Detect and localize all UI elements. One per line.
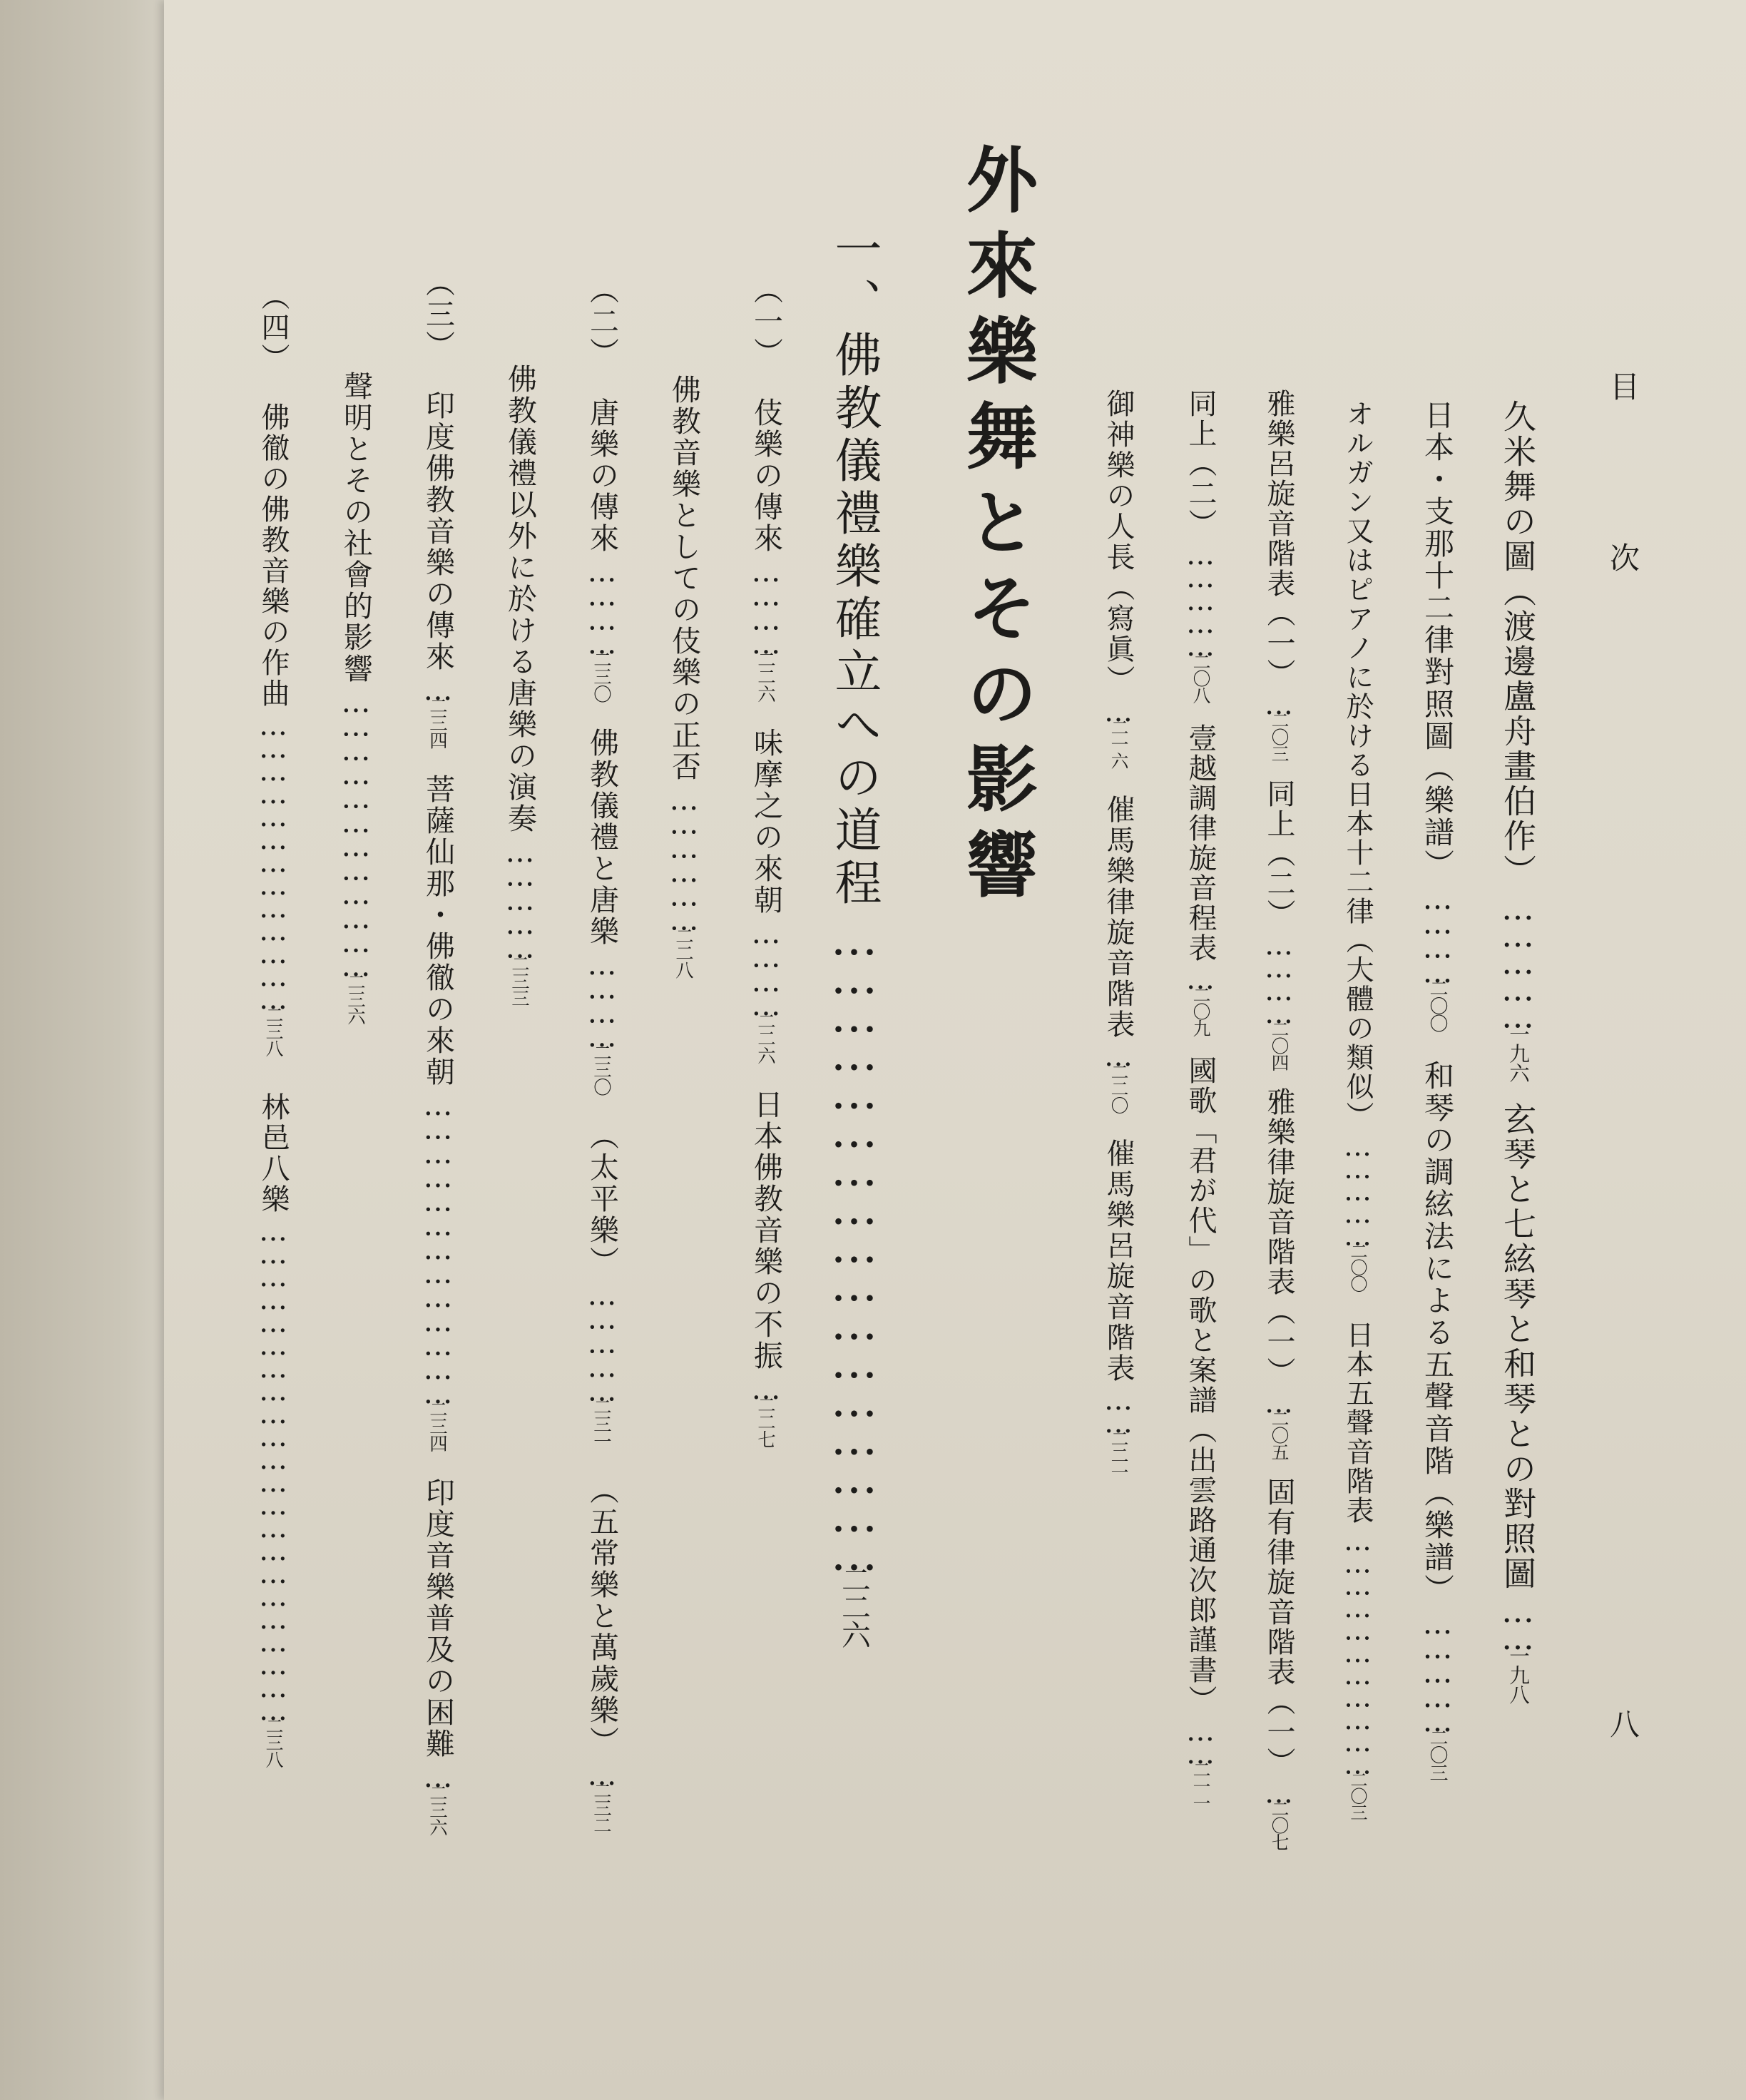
header-mokuji-1: 目 [1605,371,1640,401]
toc-column-2 [1416,399,1459,1781]
toc-entry[interactable]: 雅樂律旋音階表（一）…二〇五 [1262,1087,1295,1461]
chapter-dots: …………………………………………… [827,911,882,1565]
toc-column-13 [253,282,294,1767]
toc-entry[interactable]: 同上（二）……………二〇八 [1184,389,1217,703]
toc-entry[interactable]: 催馬樂律旋音階表…二二〇 [1102,794,1135,1113]
toc-entry[interactable]: 印度佛教音樂の傳來…二三四 [421,390,455,749]
toc-entry[interactable]: 味摩之の來朝…………二二六 [749,728,783,1064]
toc-entry[interactable]: 佛教儀禮以外に於ける唐樂の演奏……………二三三 [503,364,537,1006]
background-desk [0,0,178,2100]
subsection-number: （二） [585,275,619,369]
toc-column-12 [335,371,377,1024]
page-number: 八 [1605,1708,1640,1738]
toc-entry[interactable]: 壹越調律旋音程表…二〇九 [1184,723,1217,1036]
header-mokuji-2: 次 [1605,542,1640,572]
toc-entry[interactable]: 固有律旋音階表（一）…二〇七 [1262,1477,1295,1850]
toc-column-9 [581,275,623,1833]
toc-entry[interactable]: 久米舞の圖（渡邊盧舟畫伯作）……………一九六 [1499,399,1537,1082]
toc-column-11 [417,267,459,1835]
section-title: 外來樂舞とその影響 [954,143,1038,913]
toc-entry[interactable]: 日本・支那十二律對照圖（樂譜）…………二〇〇 [1420,399,1455,1032]
toc-entry[interactable]: （太平樂）……………二三一 [585,1121,619,1449]
toc-entry[interactable]: 同上（二）…………二〇四 [1262,778,1295,1071]
toc-entry[interactable]: 日本五聲音階表……………………………二〇三 [1342,1320,1374,1820]
subsection-number: （四） [257,282,290,374]
chapter-heading[interactable] [820,225,888,1648]
toc-entry[interactable]: 佛徹の佛教音樂の作曲…………………………………二三八 [257,402,290,1056]
toc-entry[interactable]: 林邑八樂…………………………………………………………二三八 [257,1091,290,1768]
toc-column-4 [1259,389,1300,1850]
toc-entry[interactable]: オルガン又はピアノに於ける日本十二律（大體の類似）……………二〇〇 [1342,399,1374,1292]
toc-entry[interactable]: 印度音樂普及の困難…二三六 [421,1477,455,1836]
toc-column-5 [1180,389,1221,1811]
toc-entry[interactable]: 御神樂の人長（寫眞）…二一六 [1102,389,1135,769]
toc-column-8 [663,374,705,978]
toc-column-6 [1098,389,1139,1480]
toc-entry[interactable]: 菩薩仙那・佛徹の來朝…………………………………二三四 [421,774,455,1452]
chapter-page: 二二六 [837,1564,871,1648]
toc-entry[interactable]: 雅樂呂旋音階表（一）…二〇三 [1262,389,1295,762]
toc-column-1 [1494,399,1541,1703]
toc-entry[interactable]: 催馬樂呂旋音階表……二二一 [1102,1138,1135,1481]
toc-entry[interactable]: 玄琴と七絃琴と和琴との對照圖……一九八 [1499,1101,1537,1703]
toc-entry[interactable]: 國歌「君が代」の歌と案譜（出雲路通次郎謹書）……二一一 [1184,1056,1217,1812]
subsection-number: （三） [421,267,455,362]
toc-entry[interactable]: 和琴の調絃法による五聲音階（樂譜）……………二〇三 [1420,1060,1455,1782]
toc-entry[interactable]: 聲明とその社會的影響………………………………二三六 [339,371,373,1025]
toc-column-7 [745,275,787,1447]
toc-column-3 [1337,399,1377,1820]
chapter-title: 一、佛教儀禮樂確立への道程 [827,225,882,911]
toc-column-10 [499,364,541,1006]
toc-entry[interactable]: 日本佛教音樂の不振…二二七 [749,1089,783,1448]
toc-entry[interactable]: 唐樂の傳來…………二三〇 [585,397,619,703]
toc-entry[interactable]: 伎樂の傳來…………二二六 [749,397,783,703]
toc-entry[interactable]: （五常樂と萬歲樂）…二三二 [585,1474,619,1833]
toc-entry[interactable]: 佛教音樂としての伎樂の正否………………二二八 [667,374,701,979]
toc-entry[interactable]: 佛教儀禮と唐樂…………二三〇 [585,728,619,1096]
subsection-number: （一） [749,275,783,369]
